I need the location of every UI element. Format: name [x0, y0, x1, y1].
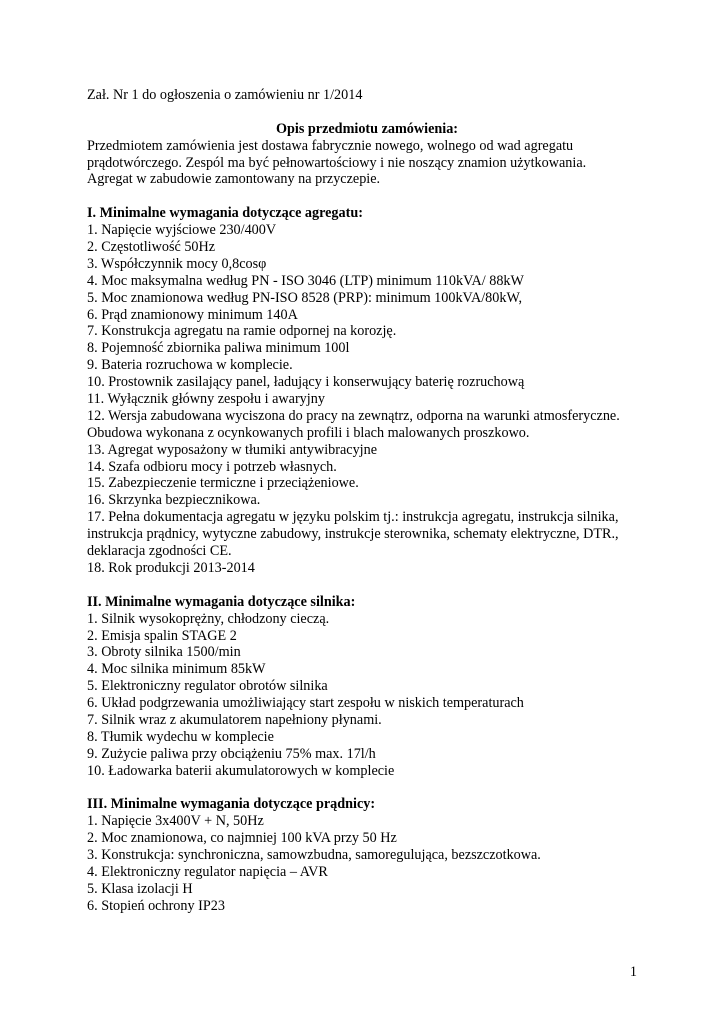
requirement-line: 1. Napięcie 3x400V + N, 50Hz — [87, 813, 264, 830]
requirement-line: 3. Współczynnik mocy 0,8cosφ — [87, 255, 267, 272]
requirement-line: 13. Agregat wyposażony w tłumiki antywibracyjne — [87, 441, 377, 458]
requirement-line: instrukcja prądnicy, wytyczne zabudowy, instrukcje sterownika, schematy elektryczne, DTR., — [87, 526, 619, 543]
requirement-line: 8. Pojemność zbiornika paliwa minimum 100l — [87, 340, 350, 357]
section-heading-generator: I. Minimalne wymagania dotyczące agregatu: — [87, 205, 363, 222]
intro-line: Przedmiotem zamówienia jest dostawa fabrycznie nowego, wolnego od wad agregatu — [87, 137, 574, 154]
requirement-line: 17. Pełna dokumentacja agregatu w języku polskim tj.: instrukcja agregatu, instrukcja silnika, — [87, 509, 619, 526]
spacer — [87, 780, 647, 797]
requirement-line: 15. Zabezpieczenie termiczne i przeciążeniowe. — [87, 475, 359, 492]
attachment-reference: Zał. Nr 1 do ogłoszenia o zamówieniu nr 1/2014 — [87, 87, 363, 103]
requirement-line: deklaracja zgodności CE. — [87, 543, 232, 560]
spacer — [87, 577, 647, 594]
spacer — [87, 104, 647, 121]
requirement-line: 4. Elektroniczny regulator napięcia – AVR — [87, 863, 328, 880]
requirement-line: 16. Skrzynka bezpiecznikowa. — [87, 492, 261, 509]
requirement-line: 9. Zużycie paliwa przy obciążeniu 75% max. 17l/h — [87, 745, 376, 762]
section-heading-alternator: III. Minimalne wymagania dotyczące prądnicy: — [87, 796, 376, 813]
requirement-line: 5. Elektroniczny regulator obrotów silnika — [87, 678, 328, 695]
requirement-line: 3. Obroty silnika 1500/min — [87, 644, 241, 661]
requirement-line: 4. Moc silnika minimum 85kW — [87, 661, 266, 678]
requirement-line: 1. Silnik wysokoprężny, chłodzony cieczą. — [87, 610, 330, 627]
requirement-line: 5. Moc znamionowa według PN-ISO 8528 (PRP): minimum 100kVA/80kW, — [87, 289, 523, 306]
document-title: Opis przedmiotu zamówienia: — [275, 120, 459, 137]
requirement-line: 7. Konstrukcja agregatu na ramie odpornej na korozję. — [87, 323, 397, 340]
requirement-line: 2. Emisja spalin STAGE 2 — [87, 627, 237, 644]
section-heading-engine: II. Minimalne wymagania dotyczące silnika: — [87, 593, 356, 610]
requirement-line: 12. Wersja zabudowana wyciszona do pracy na zewnątrz, odporna na warunki atmosferyczne. — [87, 407, 620, 424]
page-number: 1 — [629, 964, 637, 980]
requirement-line: 6. Układ podgrzewania umożliwiający start zespołu w niskich temperaturach — [87, 695, 524, 712]
requirement-line: 10. Ładowarka baterii akumulatorowych w komplecie — [87, 762, 395, 779]
requirement-line: 2. Moc znamionowa, co najmniej 100 kVA przy 50 Hz — [87, 830, 397, 847]
requirement-line: 1. Napięcie wyjściowe 230/400V — [87, 222, 277, 239]
requirement-line: 8. Tłumik wydechu w komplecie — [87, 728, 274, 745]
requirement-line: 2. Częstotliwość 50Hz — [87, 239, 216, 256]
requirement-line: 6. Stopień ochrony IP23 — [87, 897, 225, 914]
requirement-line: 10. Prostownik zasilający panel, ładujący i konserwujący baterię rozruchową — [87, 374, 525, 391]
requirement-line: 6. Prąd znamionowy minimum 140A — [87, 306, 298, 323]
spacer — [87, 188, 647, 205]
requirement-line: 7. Silnik wraz z akumulatorem napełniony płynami. — [87, 711, 382, 728]
intro-line: Agregat w zabudowie zamontowany na przyczepie. — [87, 171, 381, 188]
requirement-line: 11. Wyłącznik główny zespołu i awaryjny — [87, 391, 325, 408]
intro-line: prądotwórczego. Zespól ma być pełnowartościowy i nie noszący znamion użytkowania. — [87, 154, 587, 171]
requirement-line: 18. Rok produkcji 2013-2014 — [87, 559, 255, 576]
requirement-line: 4. Moc maksymalna według PN - ISO 3046 (LTP) minimum 110kVA/ 88kW — [87, 272, 524, 289]
requirement-line: 5. Klasa izolacji H — [87, 880, 193, 897]
requirement-line: 3. Konstrukcja: synchroniczna, samowzbudna, samoregulująca, bezszczotkowa. — [87, 847, 541, 864]
requirement-line: 9. Bateria rozruchowa w komplecie. — [87, 357, 293, 374]
requirement-line: Obudowa wykonana z ocynkowanych profili i blach malowanych proszkowo. — [87, 424, 530, 441]
document-body — [87, 87, 647, 915]
requirement-line: 14. Szafa odbioru mocy i potrzeb własnych. — [87, 458, 337, 475]
